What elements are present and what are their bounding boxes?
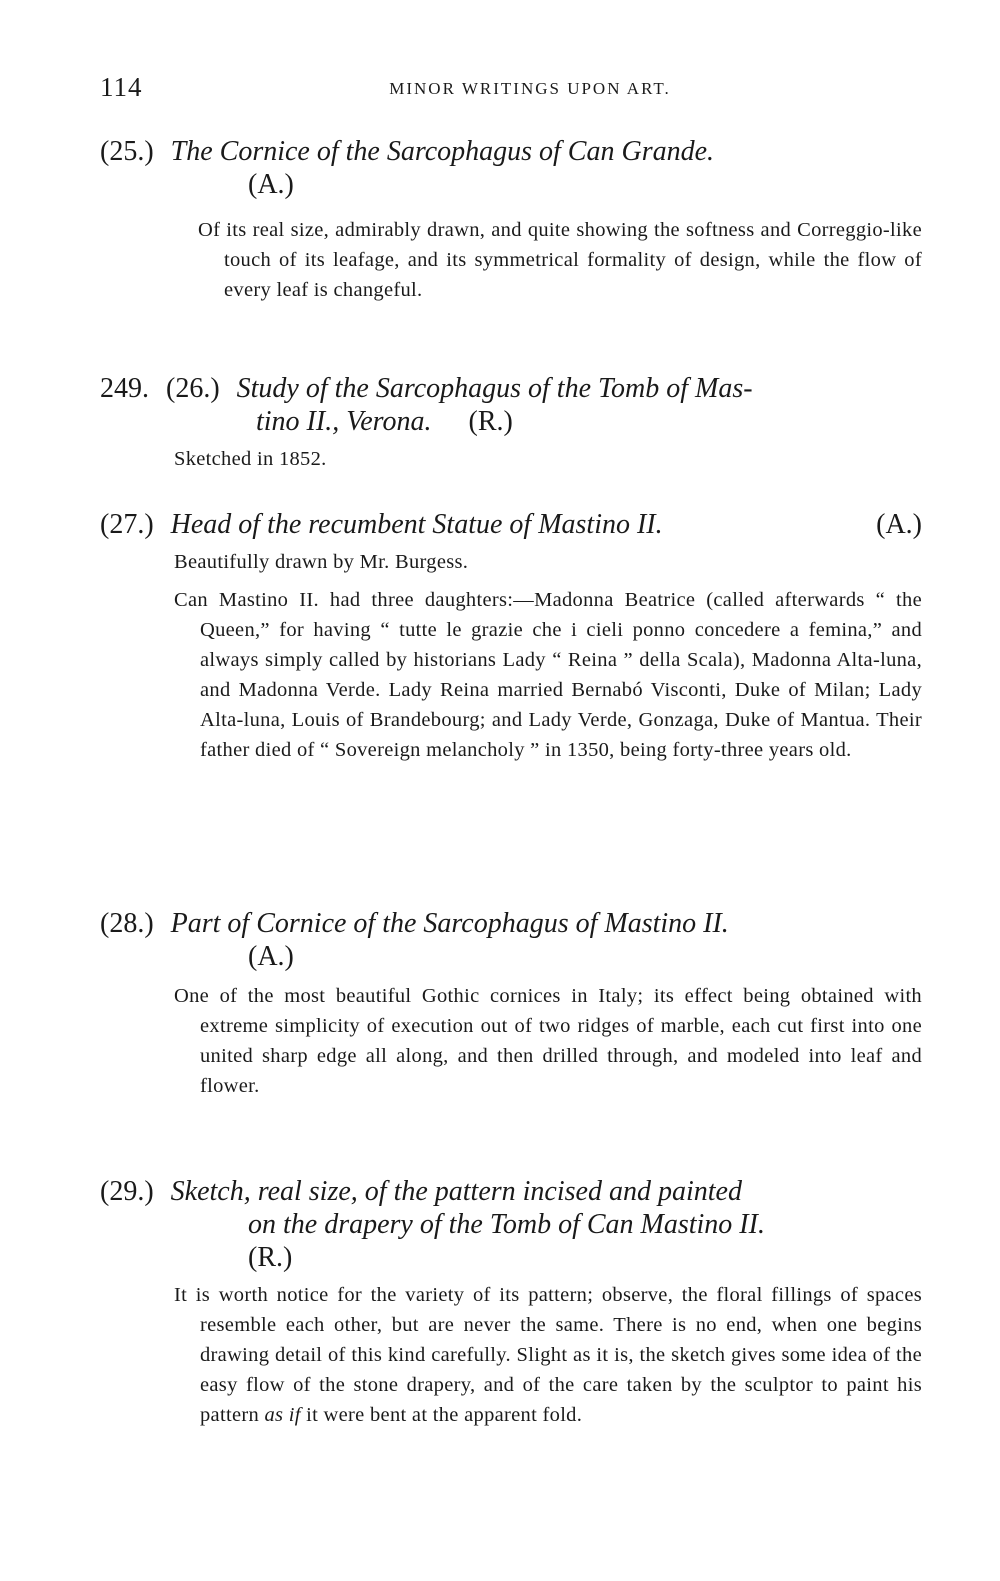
entry-26 bbox=[100, 372, 922, 474]
entry-tag: (A.) bbox=[876, 509, 922, 540]
entry-title-text: Head of the recumbent Statue of Mastino II. bbox=[170, 509, 663, 540]
entry-tag: (A.) bbox=[248, 169, 294, 200]
entry-title-text: Sketch, real size, of the pattern incised and painted bbox=[170, 1176, 742, 1207]
page-number: 114 bbox=[100, 72, 143, 102]
entry-number: (27.) bbox=[100, 509, 154, 540]
emphasis: as if bbox=[264, 1404, 301, 1426]
entry-25 bbox=[100, 135, 922, 305]
entry-title bbox=[100, 135, 922, 168]
entry-description: Beautifully drawn by Mr. Burgess. bbox=[174, 551, 469, 573]
entry-tag: (A.) bbox=[248, 941, 294, 972]
entry-title-text-cont: on the drapery of the Tomb of Can Mastino II. bbox=[248, 1209, 765, 1240]
entry-title-text: The Cornice of the Sarcophagus of Can Grande. bbox=[170, 136, 715, 167]
entry-description: Sketched in 1852. bbox=[174, 448, 327, 470]
entry-27 bbox=[100, 508, 922, 765]
entry-title bbox=[100, 1175, 922, 1208]
entry-description: One of the most beautiful Gothic cornices in Italy; its effect being obtained with extreme simplicity of execution out of two ridges of marble, each cut first into one united sharp edge all along, and then drilled through, and modeled into leaf and flower. bbox=[174, 985, 922, 1097]
entry-description: It is worth notice for the variety of its pattern; observe, the floral fillings of spaces resemble each other, but are never the same. There is no end, when one begins drawing detail of this kind carefully. Slight as it is, the sketch gives some idea of the easy flow of the stone drapery, and of the care taken by the sculptor to paint his pattern as if it were bent at the apparent fold. bbox=[174, 1284, 922, 1426]
entry-tag: (R.) bbox=[248, 1242, 293, 1273]
entry-title-text-cont: tino II., Verona. bbox=[256, 406, 432, 437]
entry-title bbox=[100, 907, 922, 940]
entry-number: (25.) bbox=[100, 136, 154, 167]
entry-title bbox=[100, 372, 922, 405]
running-title: MINOR WRITINGS UPON ART. bbox=[389, 79, 671, 98]
entry-number: (28.) bbox=[100, 908, 154, 939]
entry-title-text: Part of Cornice of the Sarcophagus of Mastino II. bbox=[170, 908, 729, 939]
entry-title-text: Study of the Sarcophagus of the Tomb of Mas- bbox=[236, 373, 753, 404]
entry-29 bbox=[100, 1175, 922, 1430]
running-head bbox=[100, 72, 920, 108]
entry-note: Can Mastino II. had three daughters:—Madonna Beatrice (called afterwards “ the Queen,” for having “ tutte le grazie che i cieli ponno concedere a femina,” and always simply called by historians Lady “ Reina ” della Scala), Madonna Alta-luna, and Madonna Verde. Lady Reina married Bernabó Visconti, Duke of Milan; Lady Alta-luna, Louis of Brandebourg; and Lady Verde, Gonzaga, Duke of Mantua. Their father died of “ Sovereign melancholy ” in 1350, being forty-three years old. bbox=[174, 589, 922, 761]
entry-number: (26.) bbox=[166, 373, 220, 404]
entry-title bbox=[100, 508, 922, 541]
entry-description: Of its real size, admirably drawn, and quite showing the softness and Correggio-like touch of its leafage, and its symmetrical formality of design, while the flow of every leaf is changeful. bbox=[198, 219, 922, 301]
entry-tag: (R.) bbox=[468, 406, 513, 437]
catalogue-number: 249. bbox=[100, 373, 149, 404]
entry-28 bbox=[100, 907, 922, 1101]
entry-number: (29.) bbox=[100, 1176, 154, 1207]
